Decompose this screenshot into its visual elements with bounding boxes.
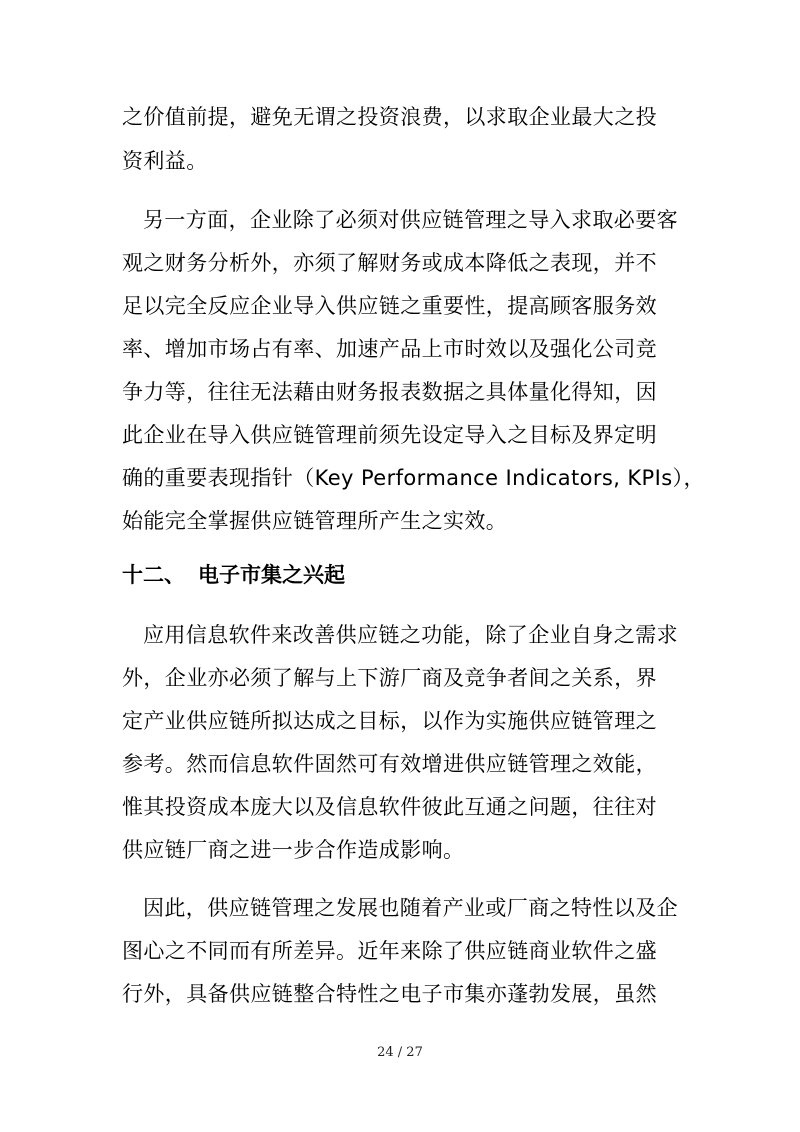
paragraph-line: 足以完全反应企业导入供应链之重要性，提高顾客服务效 (122, 294, 657, 318)
paragraph-line: 惟其投资成本庞大以及信息软件彼此互通之问题，往往对 (122, 795, 657, 819)
paragraph-line: 始能完全掌握供应链管理所产生之实效。 (122, 509, 508, 533)
paragraph-line: 率、增加市场占有率、加速产品上市时效以及强化公司竞 (122, 337, 657, 361)
paragraph-line: 因此，供应链管理之发展也随着产业或厂商之特性以及企 (143, 896, 678, 920)
section-title: 电子市集之兴起 (198, 563, 345, 587)
paragraph-line: 此企业在导入供应链管理前须先设定导入之目标及界定明 (122, 423, 657, 447)
paragraph-line: 外，企业亦必须了解与上下游厂商及竞争者间之关系，界 (122, 666, 657, 690)
paragraph-line: 另一方面，企业除了必须对供应链管理之导入求取必要客 (143, 208, 678, 232)
paragraph-line: 之价值前提，避免无谓之投资浪费，以求取企业最大之投 (122, 105, 657, 129)
paragraph-line: 参考。然而信息软件固然可有效增进供应链管理之效能， (122, 752, 657, 776)
paragraph-line: 观之财务分析外，亦须了解财务或成本降低之表现，并不 (122, 251, 657, 275)
paragraph-line: 供应链厂商之进一步合作造成影响。 (122, 838, 465, 862)
page-number: 24 / 27 (377, 1045, 423, 1060)
section-number: 十二、 (122, 563, 185, 587)
paragraph-line: 应用信息软件来改善供应链之功能，除了企业自身之需求 (143, 623, 678, 647)
paragraph-line: 确的重要表现指针（Key Performance Indicators, KPIs）， (122, 466, 705, 490)
paragraph-line: 定产业供应链所拟达成之目标，以作为实施供应链管理之 (122, 709, 657, 733)
paragraph-line: 行外，具备供应链整合特性之电子市集亦蓬勃发展，虽然 (122, 982, 657, 1006)
paragraph-line: 资利益。 (122, 149, 208, 173)
paragraph-line: 争力等，往往无法藉由财务报表数据之具体量化得知，因 (122, 380, 657, 404)
paragraph-line: 图心之不同而有所差异。近年来除了供应链商业软件之盛 (122, 939, 657, 963)
section-heading (122, 560, 345, 590)
